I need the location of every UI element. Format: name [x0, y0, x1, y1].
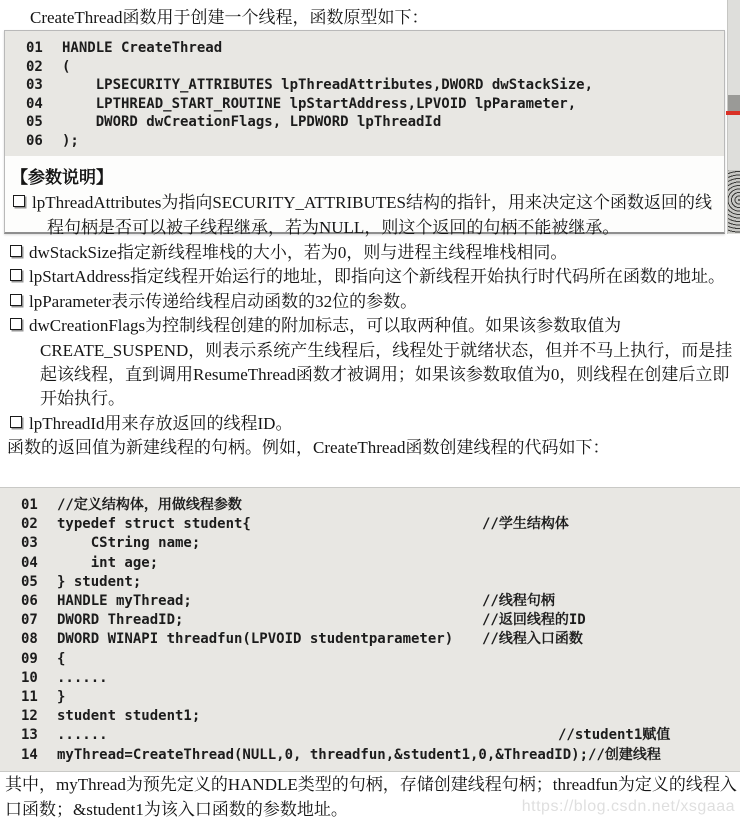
- code-comment: //返回线程的ID: [482, 612, 586, 629]
- line-number: 12: [21, 708, 38, 725]
- code-text: DWORD WINAPI threadfun(LPVOID studentparameter): [57, 631, 454, 648]
- code-line: [0, 726, 740, 745]
- line-number: 05: [26, 114, 43, 130]
- code-line: [5, 58, 724, 77]
- code-text: HANDLE myThread;: [57, 593, 192, 610]
- csdn-watermark: https://blog.csdn.net/xsgaaa: [521, 798, 735, 815]
- line-number: 02: [26, 58, 43, 75]
- param-bullet-text: lpParameter表示传递给线程启动函数的32位的参数。: [29, 291, 418, 311]
- param-bullet-text: lpStartAddress指定线程开始运行的地址，即指向这个新线程开始执行时代码所在函数的地址。: [29, 267, 726, 287]
- code-line: [5, 132, 724, 151]
- red-bookmark-mark: [726, 111, 740, 115]
- code-line: [0, 688, 740, 707]
- code-line: [0, 746, 740, 765]
- code-text: );: [62, 132, 79, 149]
- code-text: {: [57, 650, 66, 667]
- code-line: [0, 669, 740, 688]
- line-number: 01: [26, 40, 43, 56]
- code-line: [0, 573, 740, 592]
- footer-paragraph: 其中，myThread为预先定义的HANDLE类型的句柄，存储创建线程句柄；threadfun为定义的线程入口函数；&student1为该入口函数的参数地址。: [5, 775, 737, 819]
- square-bullet-icon: [10, 245, 22, 257]
- code-line: [0, 707, 740, 726]
- code-text: DWORD ThreadID;: [57, 612, 184, 629]
- param-bullet: [5, 191, 715, 240]
- code-block-example: [0, 487, 740, 772]
- code-text: //定义结构体，用做线程参数: [57, 497, 242, 513]
- square-bullet-icon: [13, 195, 25, 207]
- line-number: 03: [21, 535, 38, 552]
- square-bullet-icon: [10, 318, 22, 330]
- code-comment: //线程入口函数: [482, 631, 583, 648]
- params-heading: 【参数说明】: [11, 168, 113, 187]
- guilloche-pattern: [728, 170, 740, 233]
- code-line: [0, 630, 740, 649]
- code-text: int age;: [57, 554, 159, 571]
- code-line: [5, 39, 724, 58]
- line-number: 05: [21, 573, 38, 590]
- square-bullet-icon: [10, 294, 22, 306]
- return-value-note: 函数的返回值为新建线程的句柄。例如，CreateThread函数创建线程的代码如下：: [7, 438, 610, 458]
- line-number: 09: [21, 650, 38, 667]
- scanned-block-prototype: [4, 30, 725, 237]
- line-number: 11: [21, 689, 38, 706]
- code-text: HANDLE CreateThread: [62, 40, 223, 56]
- param-bullet: [2, 290, 738, 314]
- edge-dark-segment: [728, 95, 740, 111]
- code-text: ......: [57, 669, 108, 686]
- code-line: [0, 592, 740, 611]
- code-comment: //创建线程: [588, 746, 661, 763]
- code-text: LPSECURITY_ATTRIBUTES lpThreadAttributes,DWORD dwStackSize,: [62, 77, 594, 93]
- code-text: LPTHREAD_START_ROUTINE lpStartAddress,LPVOID lpParameter,: [62, 95, 577, 112]
- code-text: typedef struct student{: [57, 516, 251, 533]
- code-line: [5, 113, 724, 132]
- code-comment: //学生结构体: [482, 516, 569, 533]
- code-text: CString name;: [57, 535, 201, 552]
- code-text: DWORD dwCreationFlags, LPDWORD lpThreadId: [62, 114, 442, 130]
- code-line: [0, 650, 740, 669]
- code-line: [0, 496, 740, 515]
- code-comment: //线程句柄: [482, 593, 555, 610]
- param-bullet-text: lpThreadId用来存放返回的线程ID。: [29, 413, 293, 433]
- code-text: (: [62, 58, 71, 75]
- code-line: [5, 95, 724, 114]
- code-block-prototype: [5, 31, 724, 156]
- param-bullet-text: dwCreationFlags为控制线程创建的附加标志，可以取两种值。如果该参数取值为CREATE_SUSPEND，则表示系统产生线程后，线程处于就绪状态，但并不马上执行，而是挂起该线程，直到调用ResumeThread函数才被调用；如果该参数取值为0，则线程在创建后立即开始执行。: [29, 316, 733, 409]
- line-number: 02: [21, 516, 38, 533]
- code-text: ......: [57, 727, 108, 744]
- line-number: 13: [21, 727, 38, 744]
- code-text: } student;: [57, 573, 142, 590]
- param-bullet-text: dwStackSize指定新线程堆栈的大小，若为0，则与进程主线程堆栈相同。: [29, 243, 568, 262]
- code-line: [0, 554, 740, 573]
- square-bullet-icon: [10, 416, 22, 428]
- code-text: myThread=CreateThread(NULL,0, threadfun,&student1,0,&ThreadID);: [57, 746, 589, 763]
- param-bullet: [2, 314, 738, 412]
- intro-paragraph: CreateThread函数用于创建一个线程，函数原型如下：: [30, 8, 429, 27]
- page-edge-strip: [727, 0, 740, 234]
- line-number: 04: [26, 95, 43, 112]
- code-line: [5, 76, 724, 95]
- line-number: 08: [21, 631, 38, 648]
- line-number: 07: [21, 612, 38, 629]
- square-bullet-icon: [10, 269, 22, 281]
- line-number: 14: [21, 746, 38, 763]
- param-bullet: [2, 265, 738, 289]
- param-bullet: [2, 412, 738, 436]
- code-line: [0, 611, 740, 630]
- param-bullets: [2, 241, 738, 436]
- code-line: [0, 534, 740, 553]
- code-line: [0, 515, 740, 534]
- line-number: 03: [26, 77, 43, 93]
- line-number: 01: [21, 497, 38, 513]
- line-number: 10: [21, 669, 38, 686]
- code-comment: //student1赋值: [558, 727, 671, 744]
- line-number: 06: [21, 593, 38, 610]
- params-list: [2, 241, 738, 461]
- line-number: 04: [21, 554, 38, 571]
- code-text: }: [57, 689, 66, 706]
- line-number: 06: [26, 132, 43, 149]
- param-bullet-text: lpThreadAttributes为指向SECURITY_ATTRIBUTES结构的指针，用来决定这个函数返回的线程句柄是否可以被子线程继承，若为NULL，则这个返回的句柄不能被继承。: [32, 193, 712, 237]
- param-bullet: [2, 241, 738, 265]
- code-text: student student1;: [57, 708, 201, 725]
